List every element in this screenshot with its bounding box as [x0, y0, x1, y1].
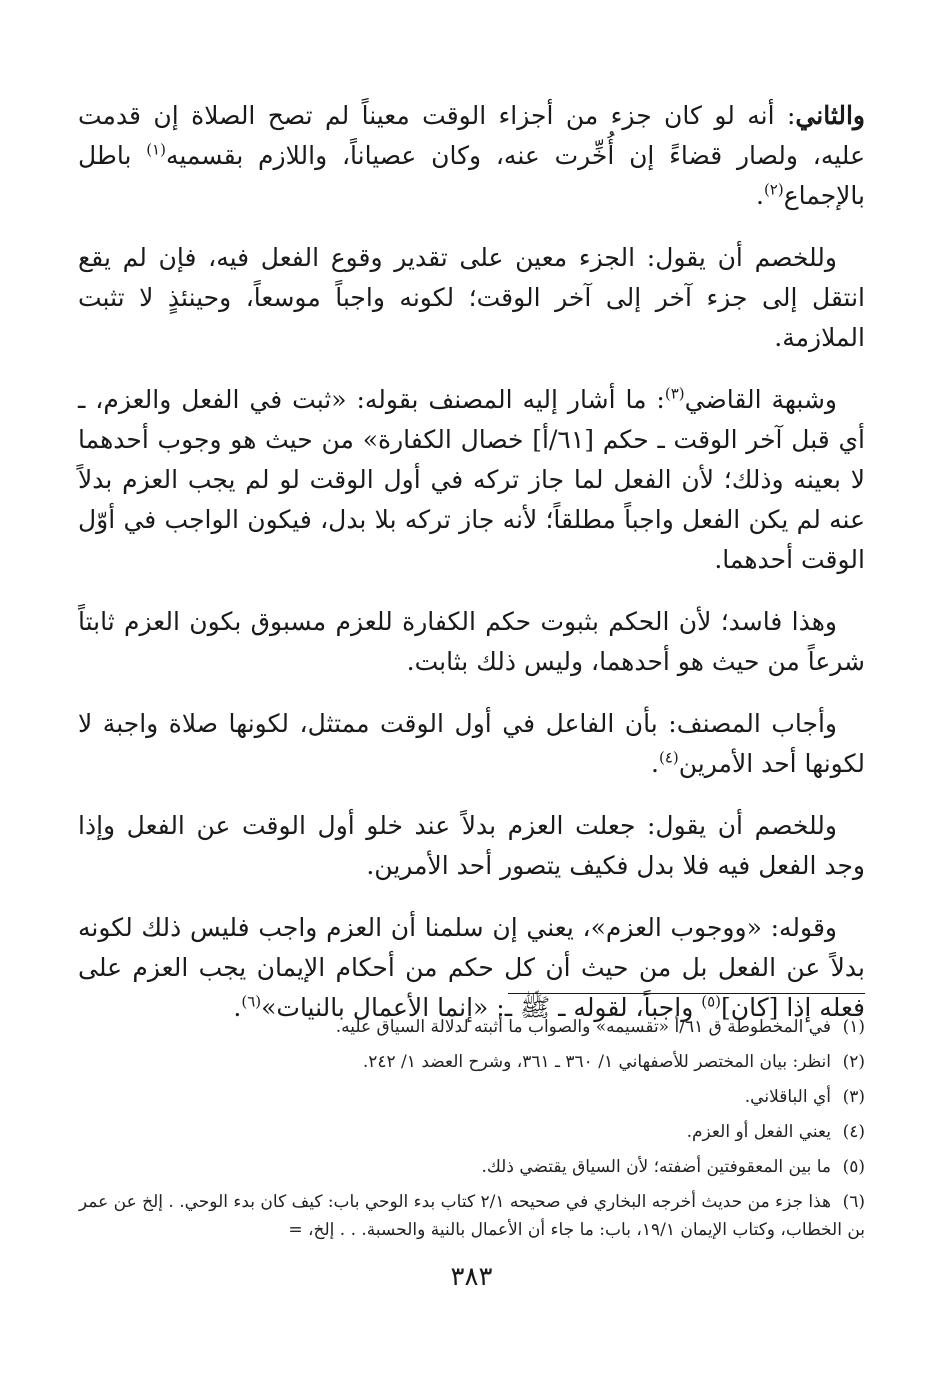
footnote-text: أي الباقلاني.	[744, 1087, 831, 1107]
footnote-text: يعني الفعل أو العزم.	[686, 1122, 831, 1142]
footnote-text: هذا جزء من حديث أخرجه البخاري في صحيحه ٢/١ كتاب بدء الوحي باب: كيف كان بدء الوحي. . إلخ عن عمر بن الخطاب، وكتاب الإيمان ١٩/١، باب: ما جاء أن الأعمال بالنية والحسبة. . . إلخ، =	[78, 1192, 865, 1240]
paragraph-4: وهذا فاسد؛ لأن الحكم بثبوت حكم الكفارة للعزم مسبوق بكون العزم ثابتاً شرعاً من حيث هو أحدهما، وليس ذلك بثابت.	[78, 607, 865, 676]
footnote-number: (٦)	[842, 1192, 865, 1212]
footnote-ref: (٦)	[241, 992, 262, 1011]
footnote-text: انظر: بيان المختصر للأصفهاني ١/ ٣٦٠ ـ ٣٦١، وشرح العضد ١/ ٢٤٢.	[362, 1052, 831, 1072]
paragraph-7: وقوله: «ووجوب العزم»، يعني إن سلمنا أن العزم واجب فليس ذلك لكونه بدلاً عن الفعل بل من حيث أن كل حكم من أحكام الإيمان يجب العزم على فعله إذا [كان]$^{(٥)}$ واجباً، لقوله ـ ﷺ ـ: «إنما الأعمال بالنيات»$^{(٦)}$.	[78, 913, 865, 1022]
footnote-ref: (٤)	[658, 748, 679, 767]
footnote-4	[78, 1118, 865, 1146]
main-text	[78, 96, 865, 1050]
footnote-number: (٥)	[842, 1157, 865, 1177]
footnote-separator	[508, 993, 865, 994]
footnote-5	[78, 1153, 865, 1181]
paragraph-1: والثاني: أنه لو كان جزء من أجزاء الوقت معيناً لم تصح الصلاة إن قدمت عليه، ولصار قضاءً إن أُخِّرت عنه، وكان عصياناً، واللازم بقسميه$^{(١)}$ باطل بالإجماع$^{(٢)}$.	[78, 101, 865, 210]
footnote-number: (٣)	[842, 1087, 865, 1107]
footnote-text: في المخطوطة ق ٦١/أ «تقسيمه» والصواب ما أثبته لدلالة السياق عليه.	[335, 1017, 831, 1037]
footnote-number: (١)	[842, 1017, 865, 1037]
footnote-ref: (٢)	[763, 180, 784, 199]
footnote-6	[78, 1188, 865, 1244]
footnote-ref: (١)	[146, 140, 166, 159]
footnote-number: (٢)	[842, 1052, 865, 1072]
footnote-ref: (٥)	[701, 992, 721, 1011]
footnote-text: ما بين المعقوفتين أضفته؛ لأن السياق يقتضي ذلك.	[481, 1157, 831, 1177]
footnote-3	[78, 1083, 865, 1111]
footnote-2	[78, 1048, 865, 1076]
paragraph-3: وشبهة القاضي$^{(٣)}$: ما أشار إليه المصنف بقوله: «ثبت في الفعل والعزم، ـ أي قبل آخر الوقت ـ حكم [٦١/أ] خصال الكفارة» من حيث هو وجوب أحدهما لا بعينه وذلك؛ لأن الفعل لما جاز تركه في أول الوقت لو لم يجب العزم بدلاً عنه لم يكن الفعل واجباً مطلقاً؛ لأنه جاز تركه بلا بدل، فيكون الواجب في أوّل الوقت أحدهما.	[78, 384, 865, 574]
paragraph-lead: والثاني	[795, 101, 865, 130]
paragraph-2: وللخصم أن يقول: الجزء معين على تقدير وقوع الفعل فيه، فإن لم يقع انتقل إلى جزء آخر إلى آخر الوقت؛ لكونه واجباً موسعاً، وحينئذٍ لا تثبت الملازمة.	[78, 243, 865, 352]
footnote-ref: (٣)	[664, 384, 685, 403]
footnote-number: (٤)	[842, 1122, 865, 1142]
page-number: ٣٨٣	[450, 1262, 493, 1292]
footnotes	[78, 1013, 865, 1251]
footnote-1	[78, 1013, 865, 1041]
paragraph-5: وأجاب المصنف: بأن الفاعل في أول الوقت ممتثل، لكونها صلاة واجبة لا لكونها أحد الأمرين$^{(٤)}$.	[78, 709, 865, 778]
paragraph-6: وللخصم أن يقول: جعلت العزم بدلاً عند خلو أول الوقت عن الفعل وإذا وجد الفعل فيه فلا بدل فكيف يتصور أحد الأمرين.	[78, 811, 865, 880]
